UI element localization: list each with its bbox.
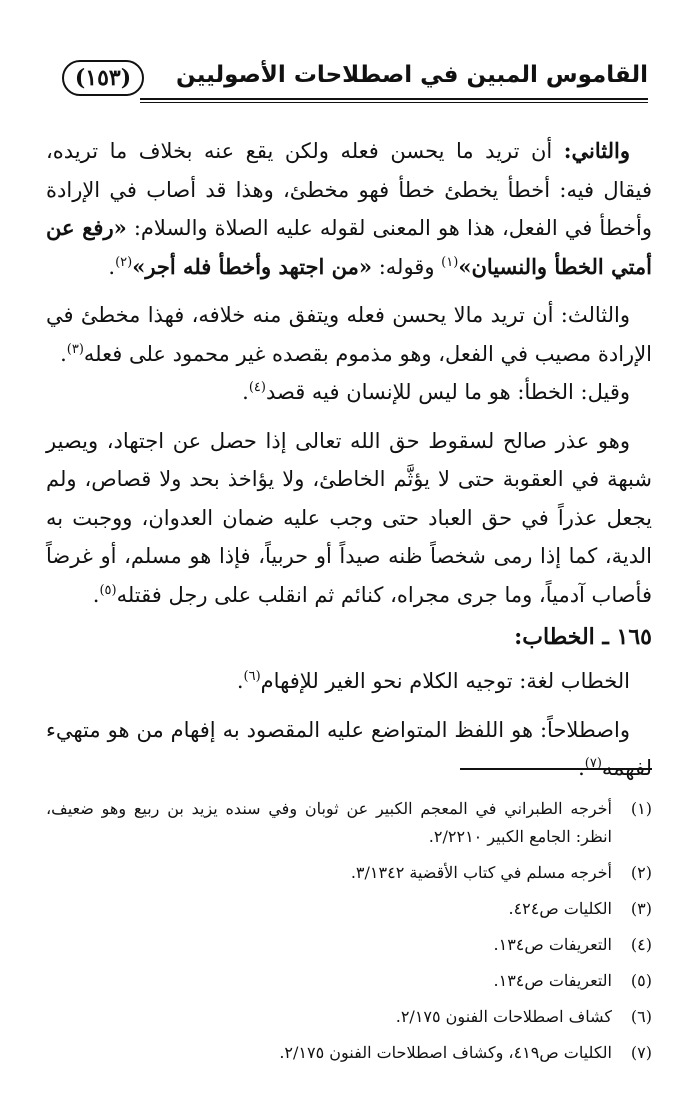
paragraph-lead: والثاني: [563, 138, 630, 163]
footnote-separator [460, 768, 652, 770]
paragraph-text: وهو عذر صالح لسقوط حق الله تعالى إذا حصل عن اجتهاد، ويصير شبهة في العقوبة حتى لا يؤثَّم الخاطئ، ولا يؤاخذ بحد ولا قصاص، ولم يجعل عذراً في حق العباد حتى وجب عليه ضمان العدوان، ووجبت به الدية، كما إذا رمى شخصاً ظنه صيداً أو حربياً، فإذا هو مسلم، أو غرضاً فأصاب آدمياً، وما جرى مجراه، كنائم ثم انقلب على رجل فقتله [46, 428, 652, 607]
hadith-quote: «من اجتهد وأخطأ فله أجر» [132, 253, 373, 279]
footnote-ref[interactable]: (٦) [243, 669, 261, 684]
footnote-text: التعريفات ص١٣٤. [493, 971, 612, 990]
paragraph-text: وقوله: [372, 254, 442, 279]
punctuation: . [578, 756, 585, 780]
paragraph-text: واصطلاحاً: هو اللفظ المتواضع عليه المقصود به إفهام من هو متهيء لفهمه [46, 717, 652, 780]
paragraph-excuse [46, 422, 652, 615]
punctuation: . [242, 380, 249, 404]
footnote [46, 967, 652, 995]
footnote-text: أخرجه مسلم في كتاب الأقضية ٣/١٣٤٢. [350, 863, 612, 882]
footnote-number: (٧) [630, 1043, 652, 1062]
page-header [62, 58, 648, 104]
paragraph-text: وقيل: الخطأ: هو ما ليس للإنسان فيه قصد [265, 380, 630, 404]
footnote [46, 895, 652, 923]
footnote-text: الكليات ص٤٢٤. [508, 899, 612, 918]
punctuation: . [60, 341, 67, 366]
paragraph-third-meaning [46, 296, 652, 373]
footnote [46, 931, 652, 959]
running-title: القاموس المبين في اصطلاحات الأصوليين [176, 62, 648, 88]
footnote-number: (٢) [630, 863, 652, 882]
footnote-number: (٥) [630, 971, 652, 990]
header-rule [140, 98, 648, 100]
footnote-text: أخرجه الطبراني في المعجم الكبير عن ثوبان وفي سنده يزيد بن ربيع وهو ضعيف، انظر: الجامع الكبير ٢/٢٢١٠. [46, 799, 612, 846]
footnote-text: الكليات ص٤١٩، وكشاف اصطلاحات الفنون ٢/١٧٥. [279, 1043, 612, 1062]
footnote [46, 1039, 652, 1067]
page-number: (١٥٣) [62, 60, 144, 96]
footnote [46, 1003, 652, 1031]
footnote-number: (٦) [630, 1007, 652, 1026]
paragraph-technical [46, 711, 652, 788]
footnote-ref[interactable]: (٢) [115, 254, 133, 270]
footnote-ref[interactable]: (٤) [248, 380, 266, 395]
footnote-number: (٣) [630, 899, 652, 918]
footnote [46, 795, 652, 851]
footnote-text: التعريفات ص١٣٤. [493, 935, 612, 954]
paragraph-linguistic [46, 662, 652, 701]
footnote-text: كشاف اصطلاحات الفنون ٢/١٧٥. [395, 1007, 612, 1026]
footnote-number: (١) [630, 799, 652, 818]
footnotes [46, 795, 652, 1075]
footnote-ref[interactable]: (٣) [66, 341, 84, 357]
paragraph-second-meaning [46, 132, 652, 286]
main-text [46, 132, 652, 798]
paragraph-text: الخطاب لغة: توجيه الكلام نحو الغير للإفهام [260, 669, 630, 693]
footnote-ref[interactable]: (٥) [99, 582, 117, 598]
punctuation: . [92, 582, 100, 607]
footnote [46, 859, 652, 887]
section-heading: ١٦٥ ـ الخطاب: [514, 624, 652, 650]
punctuation: . [236, 669, 244, 693]
footnote-number: (٤) [630, 935, 652, 954]
hadith-quote: «رفع عن أمتي الخطأ والنسيان» [46, 215, 652, 279]
punctuation: . [108, 254, 116, 279]
footnote-ref[interactable]: (٧) [584, 756, 602, 771]
paragraph-text: والثالث: أن تريد مالا يحسن فعله ويتفق منه خلافه، فهذا مخطئ في الإرادة مصيب في الفعل، وهو مذموم بقصده غير محمود على فعله [46, 303, 652, 366]
header-rule-thin [140, 102, 648, 103]
paragraph-definition [46, 373, 652, 412]
footnote-ref[interactable]: (١) [441, 254, 459, 270]
paragraph-text: أن تريد ما يحسن فعله ولكن يقع عنه بخلاف ما تريده، فيقال فيه: أخطأ يخطئ خطأ فهو مخطئ، وهذا قد أصاب في الإرادة وأخطأ في الفعل، هذا هو المعنى لقوله عليه الصلاة والسلام: [46, 139, 652, 240]
